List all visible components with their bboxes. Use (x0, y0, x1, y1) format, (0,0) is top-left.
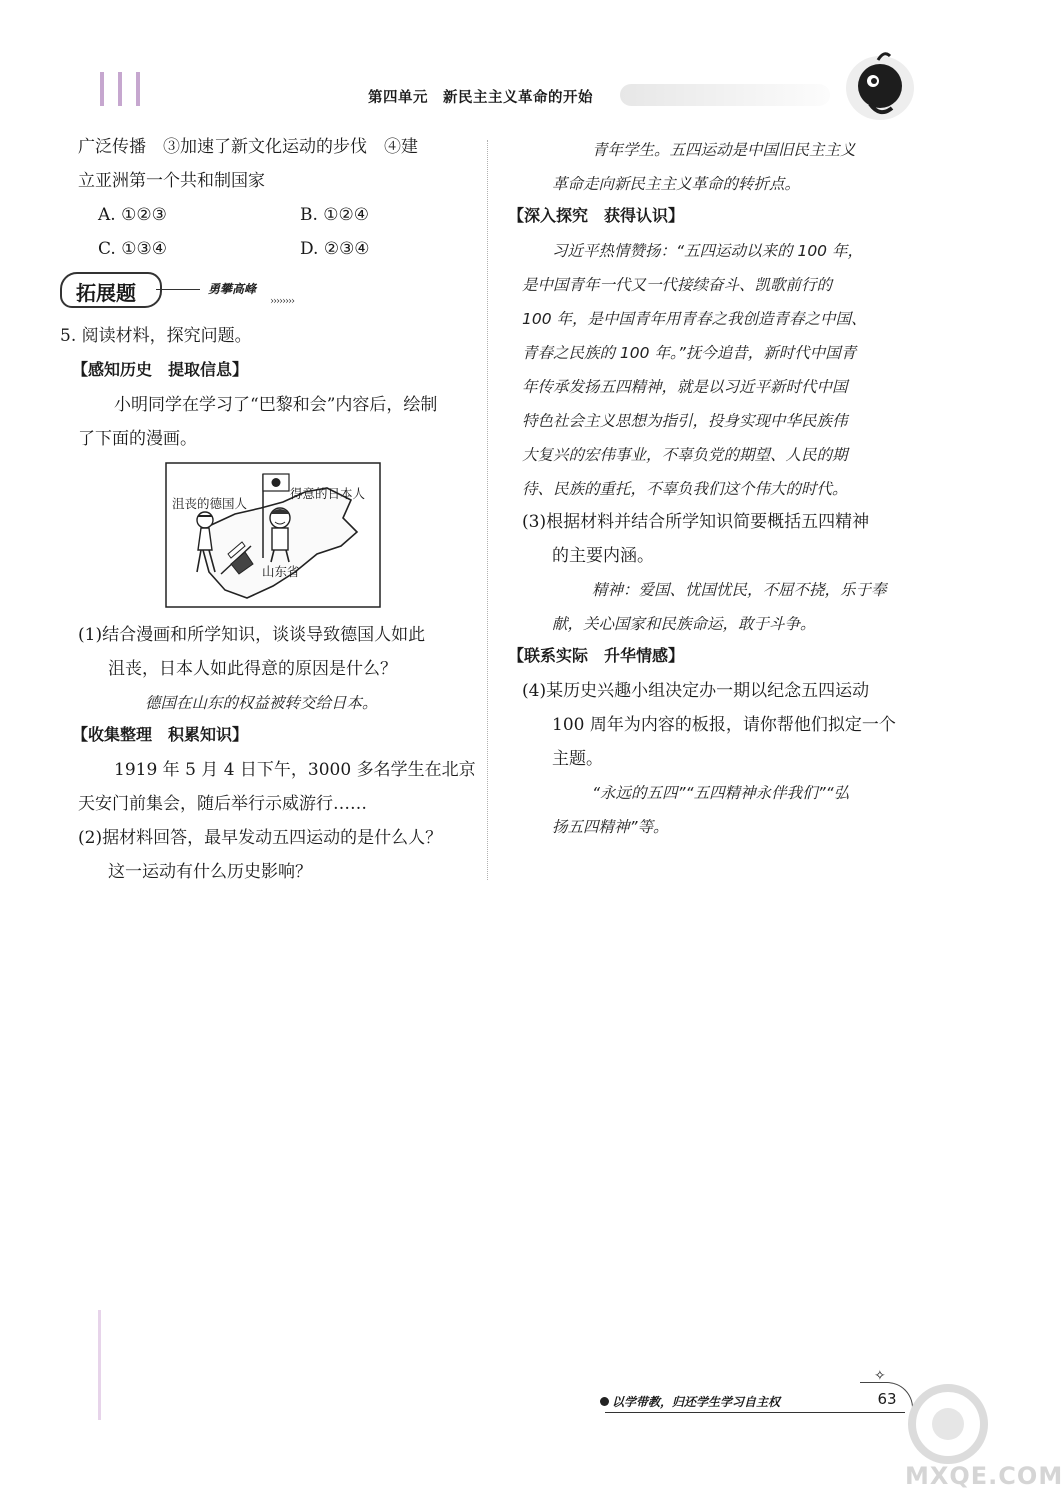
footer-slogan: 以学带教，归还学生学习自主权 (612, 1395, 781, 1409)
page-number: 63 (877, 1390, 897, 1408)
cartoon-label-shandong: 山东省 (262, 564, 300, 579)
margin-strip-decoration (98, 1310, 101, 1420)
material2-line2: 天安门前集会，随后举行示威游行…… (78, 794, 367, 814)
q2-line1: (2)据材料回答，最早发动五四运动的是什么人？ (78, 828, 443, 848)
answer-1: 德国在山东的权益被转交给日本。 (145, 694, 378, 712)
material1-line2: 了下面的漫画。 (78, 429, 197, 449)
option-b: B. ①②④ (300, 205, 370, 225)
chevrons-icon: ›››››››› (270, 296, 294, 307)
section-connect-reality: 【联系实际 升华情感】 (508, 646, 685, 665)
q1-line2: 沮丧，日本人如此得意的原因是什么？ (108, 659, 397, 679)
answer-2-line1: 青年学生。五四运动是中国旧民主主义 (592, 141, 856, 159)
header-decoration (100, 72, 154, 110)
answer-2-line2: 革命走向新民主主义革命的转折点。 (552, 175, 801, 193)
answer-4-line1: “永远的五四”“五四精神永伴我们”“弘 (592, 784, 850, 802)
answer-3-line2: 献，关心国家和民族命运，敢于斗争。 (552, 615, 816, 633)
bullet-icon (600, 1397, 609, 1406)
unit-title: 第四单元 新民主主义革命的开始 (368, 90, 593, 106)
section-collect-organize: 【收集整理 积累知识】 (72, 725, 249, 744)
extension-section-badge (60, 272, 300, 308)
option-d: D. ②③④ (300, 239, 370, 259)
q4-continuation-line2: 立亚洲第一个共和制国家 (78, 171, 265, 191)
material1-line1: 小明同学在学习了“巴黎和会”内容后，绘制 (114, 395, 438, 415)
q4-line2: 100 周年为内容的板报，请你帮他们拟定一个 (552, 715, 896, 735)
extension-subtitle: 勇攀高峰 (208, 282, 257, 296)
q4-line3: 主题。 (552, 749, 603, 769)
material3-line1: 习近平热情赞扬：“五四运动以来的 100 年， (552, 242, 863, 260)
cartoon-label-german: 沮丧的德国人 (172, 496, 248, 511)
material3-line2: 是中国青年一代又一代接续奋斗、凯歌前行的 (522, 276, 833, 294)
q3-line1: (3)根据材料并结合所学知识简要概括五四精神 (522, 512, 870, 532)
material3-line8: 待、民族的重托，不辜负我们这个伟大的时代。 (522, 480, 848, 498)
section-deep-inquiry: 【深入探究 获得认识】 (508, 206, 685, 225)
q2-line2: 这一运动有什么历史影响？ (108, 862, 312, 882)
option-c: C. ①③④ (98, 239, 167, 259)
answer-3-line1: 精神：爱国、忧国忧民，不屈不挠，乐于奉 (592, 581, 887, 599)
material3-line6: 特色社会主义思想为指引，投身实现中华民族伟 (522, 412, 848, 430)
material3-line5: 年传承发扬五四精神，就是以习近平新时代中国 (522, 378, 848, 396)
mascot-icon (840, 48, 920, 128)
header-fade-decoration (620, 84, 830, 106)
q1-line1: (1)结合漫画和所学知识，谈谈导致德国人如此 (78, 625, 426, 645)
material3-line4: 青春之民族的 100 年。”抚今追昔，新时代中国青 (522, 344, 857, 362)
material2-line1: 1919 年 5 月 4 日下午，3000 多名学生在北京 (114, 760, 476, 780)
q5-intro: 5. 阅读材料，探究问题。 (60, 326, 252, 346)
cartoon-label-japanese: 得意的日本人 (290, 486, 366, 501)
material3-line7: 大复兴的宏伟事业，不辜负党的期望、人民的期 (522, 446, 848, 464)
extension-title: 拓展题 (76, 281, 136, 305)
q4-line1: (4)某历史兴趣小组决定办一期以纪念五四运动 (522, 681, 870, 701)
answer-4-line2: 扬五四精神”等。 (552, 818, 669, 836)
material3-line3: 100 年，是中国青年用青春之我创造青春之中国、 (522, 310, 867, 328)
section-perceive-history: 【感知历史 提取信息】 (72, 360, 249, 379)
q4-continuation-line1: 广泛传播 ③加速了新文化运动的步伐 ④建 (78, 137, 418, 157)
option-a: A. ①②③ (98, 205, 167, 225)
star-icon: ✧ (874, 1368, 886, 1384)
badge-rule (156, 289, 200, 290)
watermark-text: MXQE.COM (905, 1462, 1063, 1490)
q3-line2: 的主要内涵。 (552, 546, 654, 566)
column-divider (487, 140, 488, 880)
